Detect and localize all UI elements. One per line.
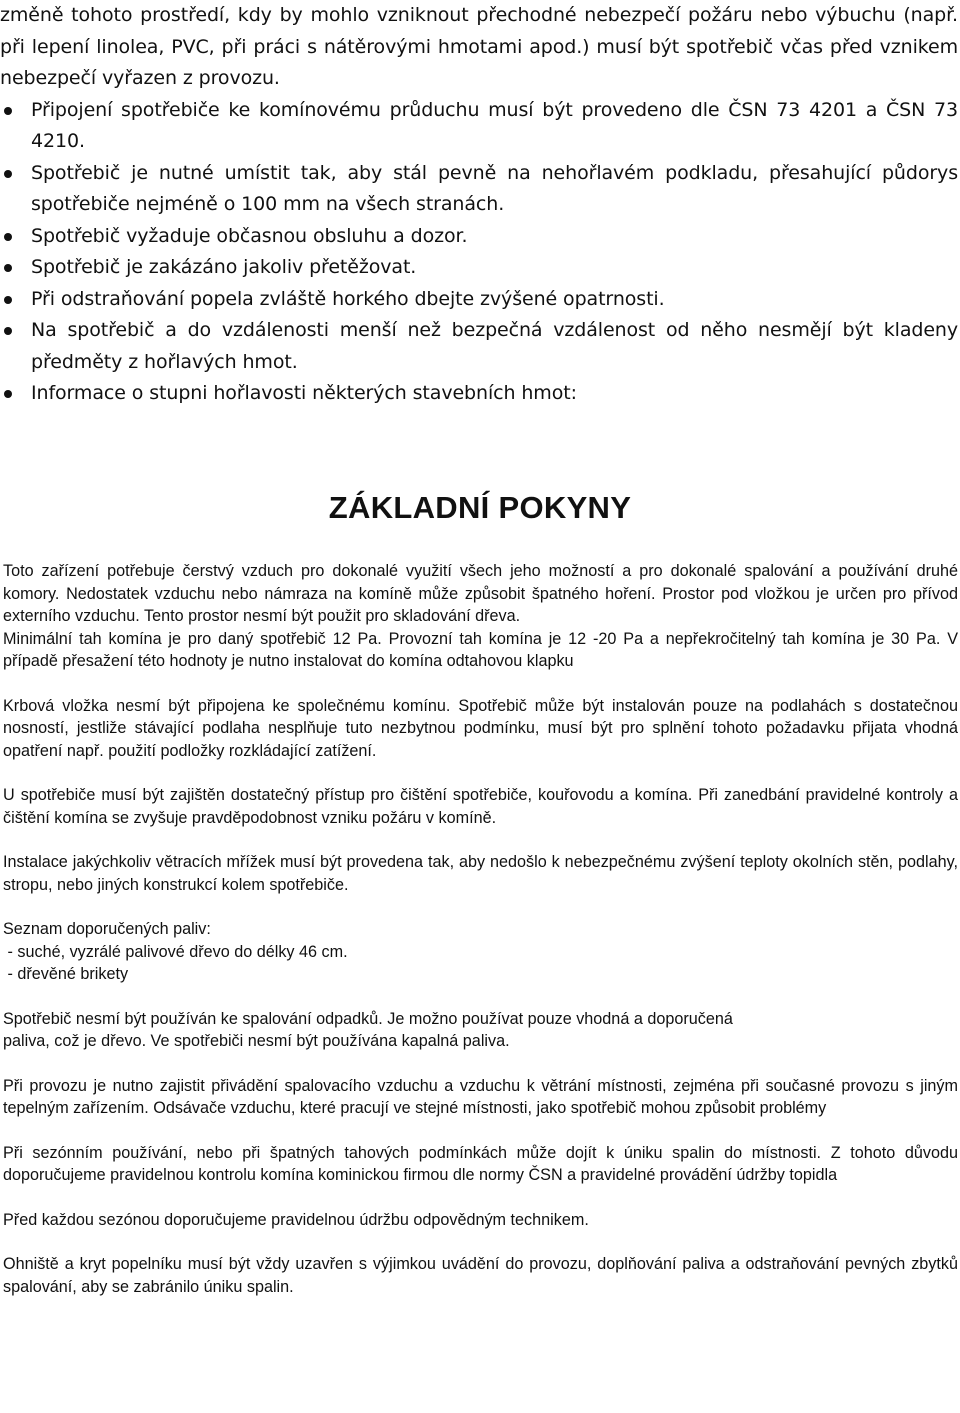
paragraph-waste-line-2: paliva, což je dřevo. Ve spotřebiči nesmí být používána kapalná paliva. <box>3 1032 510 1050</box>
bullet-item <box>0 252 958 284</box>
spacer <box>3 1053 958 1075</box>
bullet-text: Spotřebič vyžaduje občasnou obsluhu a dozor. <box>31 224 468 247</box>
paragraph-ash-door: Ohniště a kryt popelníku musí být vždy uzavřen s výjimkou uvádění do provozu, doplňování paliva a odstraňování pevných zbytků spalování, aby se zabránilo úniku spalin. <box>3 1255 958 1296</box>
intro-continuation: změně tohoto prostředí, kdy by mohlo vzniknout přechodné nebezpečí požáru nebo výbuchu (např. při lepení linolea, PVC, při práci s nátěrovými hmotami apod.) musí být spotřebič včas před vznikem nebezpečí vyřazen z provozu. <box>0 4 958 89</box>
spacer <box>3 896 958 918</box>
bullet-icon <box>4 233 12 241</box>
spacer <box>3 673 958 695</box>
bullet-item <box>0 378 958 410</box>
section-heading: ZÁKLADNÍ POKYNY <box>328 490 632 525</box>
bullet-icon <box>4 264 12 272</box>
paragraph-maintenance: Před každou sezónou doporučujeme pravidelnou údržbu odpovědným technikem. <box>3 1210 589 1229</box>
fuel-list-title: Seznam doporučených paliv: <box>3 920 211 938</box>
bullet-text: Informace o stupni hořlavosti některých stavebních hmot: <box>31 382 577 404</box>
paragraph-flue-gas: Při sezónním používání, nebo při špatných tahových podmínkách může dojít k úniku spalin do místnosti. Z tohoto důvodu doporučujeme pravidelnou kontrolu komína kominickou firmou dle normy ČSN a pravidelné provádění údržby topidla <box>3 1143 958 1184</box>
paragraph-waste-line-1: Spotřebič nesmí být používán ke spalování odpadků. Je možno používat pouze vhodná a doporučená <box>3 1009 733 1028</box>
bullet-icon <box>4 296 12 304</box>
bullet-item <box>0 221 958 253</box>
fuel-item: - dřevěné brikety <box>3 965 129 983</box>
bullet-icon <box>4 107 12 115</box>
spacer <box>3 829 958 851</box>
bullet-item <box>0 95 958 158</box>
spacer <box>3 1231 958 1253</box>
bullet-item <box>0 284 958 316</box>
fuel-list <box>3 918 958 986</box>
bullet-text: Spotřebič je nutné umístit tak, aby stál pevně na nehořlavém podkladu, přesahující půdorys spotřebiče nejméně o 100 mm na všech stranách. <box>31 161 958 215</box>
bullet-item <box>0 158 958 221</box>
bullet-text: Na spotřebič a do vzdálenosti menší než bezpečná vzdálenost od něho nesmějí být kladeny předměty z hořlavých hmot. <box>31 319 958 373</box>
bullet-text: Připojení spotřebiče ke komínovému průduchu musí být provedeno dle ČSN 73 4201 a ČSN 73 4210. <box>31 98 958 152</box>
bullet-icon <box>4 327 12 335</box>
bullet-icon <box>4 390 12 398</box>
bullet-icon <box>4 170 12 178</box>
paragraph-combustion-air: Při provozu je nutno zajistit přivádění spalovacího vzduchu a vzduchu k větrání místnosti, zejména při současné provozu s jiným tepelným zařízením. Odsávače vzduchu, které pracují ve stejné místnosti, jako spotřebič mohou způsobit problémy <box>3 1076 958 1117</box>
fuel-item: - suché, vyzrálé palivové dřevo do délky 46 cm. <box>3 942 348 961</box>
bullet-text: Při odstraňování popela zvláště horkého dbejte zvýšené opatrnosti. <box>31 287 665 310</box>
spacer <box>3 762 958 784</box>
instructions-section <box>3 560 958 1298</box>
paragraph-cleaning-access: U spotřebiče musí být zajištěn dostatečný přístup pro čištění spotřebiče, kouřovodu a komína. Při zanedbání pravidelné kontroly a čištění komína se zvyšuje pravděpodobnost vzniku požáru v komíně. <box>3 786 958 827</box>
bullet-item <box>0 315 958 378</box>
safety-bullet-list <box>0 95 958 410</box>
paragraph-installation: Krbová vložka nesmí být připojena ke společnému komínu. Spotřebič může být instalován pouze na podlahách s dostatečnou nosností, jestliže stávající podlaha nesplňuje tuto nezbytnou podmínku, musí být pro splnění tohoto požadavku přijata vhodná opatření např. použití podložky rozkládající zatížení. <box>3 696 958 760</box>
paragraph-fresh-air: Toto zařízení potřebuje čerstvý vzduch pro dokonalé využití všech jeho možností a pro dokonalé spalování a používání druhé komory. Nedostatek vzduchu nebo námraza na komíně může způsobit špatného hoření. Prostor pod vložkou je určen pro přívod externího vzduchu. Tento prostor nesmí být použit pro skladování dřeva. <box>3 562 958 625</box>
bullet-text: Spotřebič je zakázáno jakoliv přetěžovat. <box>31 256 417 278</box>
spacer <box>3 986 958 1008</box>
safety-section <box>0 0 958 410</box>
spacer <box>3 1187 958 1209</box>
spacer <box>3 1120 958 1142</box>
paragraph-chimney-draft: Minimální tah komína je pro daný spotřebič 12 Pa. Provozní tah komína je 12 -20 Pa a nepřekročitelný tah komína je 30 Pa. V případě přesažení této hodnoty je nutno instalovat do komína odtahovou klapku <box>3 629 958 670</box>
paragraph-vent-grilles: Instalace jakýchkoliv větracích mřížek musí být provedena tak, aby nedošlo k nebezpečnému zvýšení teploty okolních stěn, podlahy, stropu, nebo jiných konstrukcí kolem spotřebiče. <box>3 853 958 894</box>
